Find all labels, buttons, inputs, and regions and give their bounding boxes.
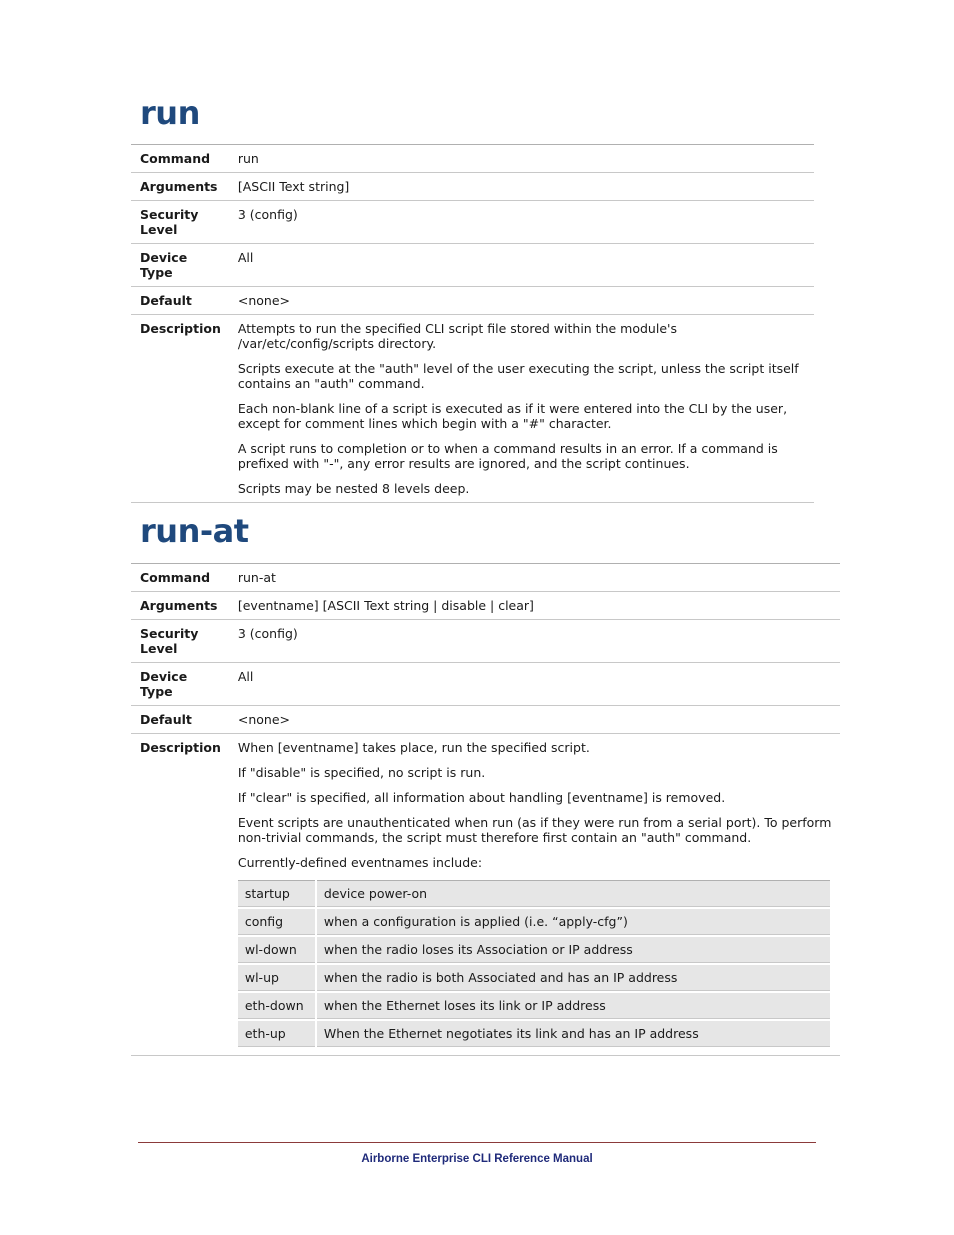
event-name: config [238,909,315,935]
table-row [131,145,814,173]
description-paragraph: A script runs to completion or to when a command results in an error. If a command is prefixed with "-", any error results are ignored, and the script continues. [237,441,778,471]
description-paragraph: Event scripts are unauthenticated when run (as if they were run from a serial port). To perform non-trivial commands, the script must therefore first contain an "auth" command. [237,815,832,845]
description-paragraph: Currently-defined eventnames include: [237,855,483,870]
run-at-spec-table [131,563,840,1056]
table-row [131,244,814,287]
row-label: Command [131,145,229,173]
row-value: <none> [229,287,814,315]
event-name: wl-up [238,965,315,991]
row-value: run [229,145,814,173]
description-cell [229,315,814,503]
description-paragraph: When [eventname] takes place, run the specified script. [237,740,590,755]
run-spec-table [131,144,814,503]
row-label: Device Type [131,244,229,287]
description-paragraph: Scripts may be nested 8 levels deep. [237,481,470,496]
table-row [131,201,814,244]
table-row [131,287,814,315]
event-name: eth-down [238,993,315,1019]
eventnames-table [236,878,832,1049]
row-value: [eventname] [ASCII Text string | disable | clear] [229,592,840,620]
table-row [238,937,830,963]
table-row [131,592,840,620]
event-description: device power-on [317,880,830,907]
table-row [131,173,814,201]
row-value: All [229,663,840,706]
description-paragraph: Each non-blank line of a script is executed as if it were entered into the CLI by the user, except for comment lines which begin with a "#" character. [237,401,788,431]
footer-divider [138,1142,816,1143]
description-paragraph: If "disable" is specified, no script is run. [237,765,486,780]
table-row [238,993,830,1019]
description-paragraph: If "clear" is specified, all information about handling [eventname] is removed. [237,790,726,805]
row-label: Security Level [131,620,229,663]
row-label: Arguments [131,173,229,201]
event-description: when the Ethernet loses its link or IP address [317,993,830,1019]
event-name: eth-up [238,1021,315,1047]
footer-title: Airborne Enterprise CLI Reference Manual [361,1153,593,1165]
table-row [131,564,840,592]
description-cell [229,734,840,1056]
event-description: when a configuration is applied (i.e. “apply-cfg”) [317,909,830,935]
event-description: when the radio loses its Association or IP address [317,937,830,963]
table-row [131,315,814,503]
row-value: All [229,244,814,287]
table-row [131,663,840,706]
description-paragraph: Attempts to run the specified CLI script file stored within the module's /var/etc/config/scripts directory. [237,321,677,351]
section-title-run-at: run-at [140,512,249,550]
row-label: Default [131,706,229,734]
section-title-run: run [140,94,200,132]
row-label: Arguments [131,592,229,620]
row-value: run-at [229,564,840,592]
row-label: Command [131,564,229,592]
row-value: 3 (config) [229,620,840,663]
table-row [238,909,830,935]
row-label: Default [131,287,229,315]
table-row [238,880,830,907]
row-label: Description [131,315,229,503]
table-row [131,706,840,734]
row-label: Device Type [131,663,229,706]
table-row [238,965,830,991]
event-description: when the radio is both Associated and has an IP address [317,965,830,991]
table-row [131,620,840,663]
table-row [131,734,840,1056]
table-row [238,1021,830,1047]
row-value: 3 (config) [229,201,814,244]
row-value: <none> [229,706,840,734]
row-value: [ASCII Text string] [229,173,814,201]
description-paragraph: Scripts execute at the "auth" level of the user executing the script, unless the script itself contains an "auth" command. [237,361,799,391]
event-name: wl-down [238,937,315,963]
row-label: Security Level [131,201,229,244]
event-description: When the Ethernet negotiates its link and has an IP address [317,1021,830,1047]
event-name: startup [238,880,315,907]
row-label: Description [131,734,229,1056]
